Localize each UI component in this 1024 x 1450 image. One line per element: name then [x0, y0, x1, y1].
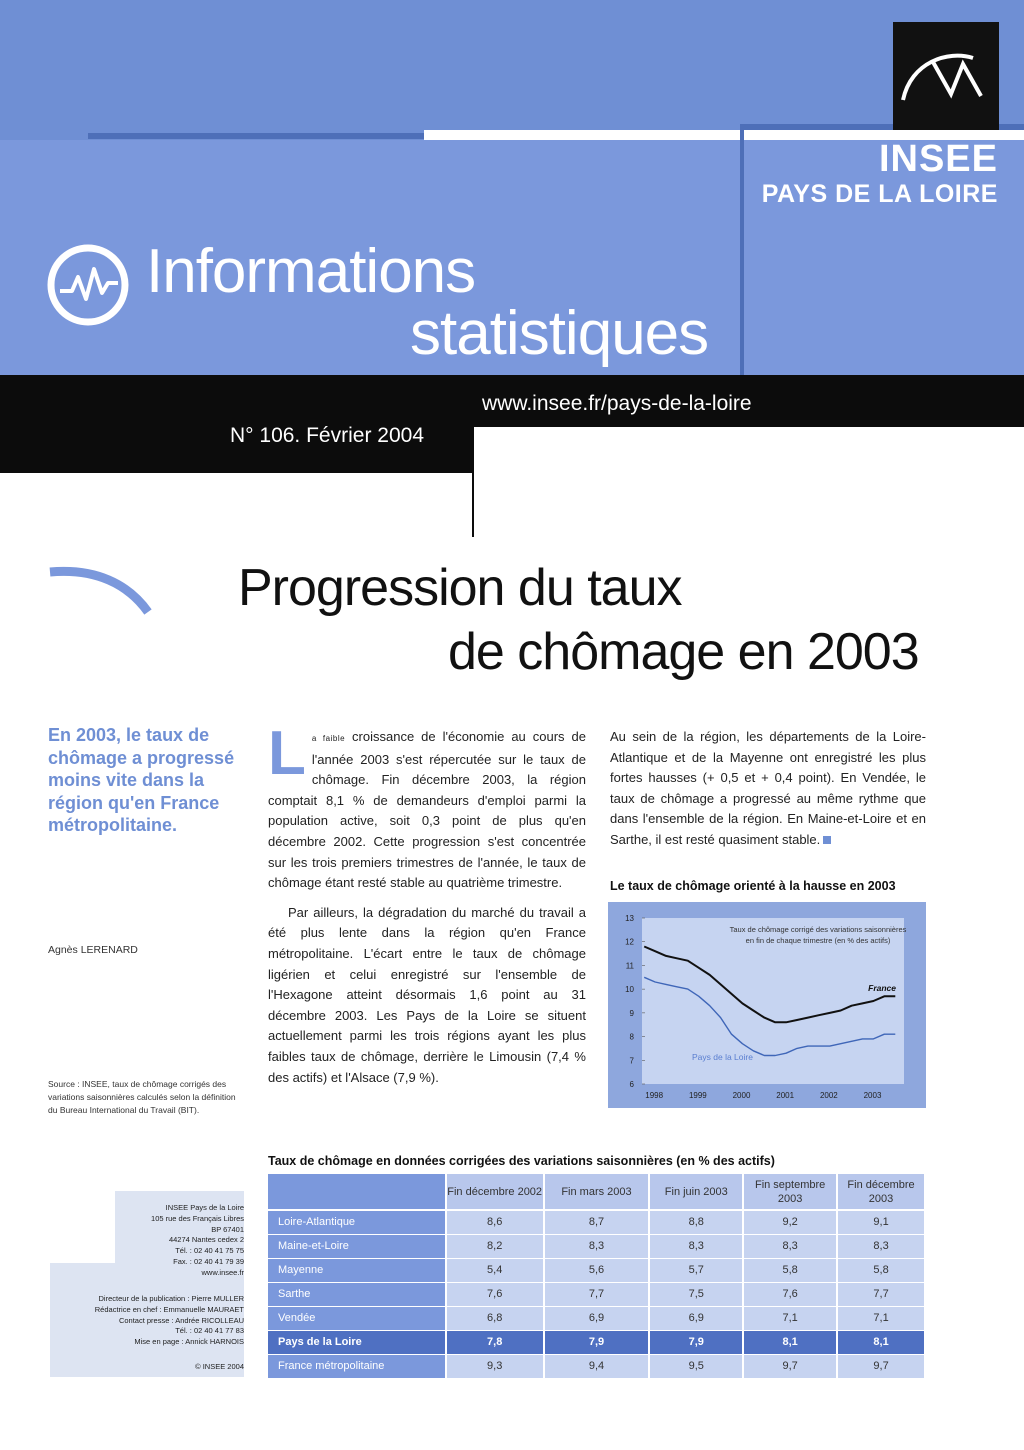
y-tick-label: 8: [629, 1032, 634, 1042]
source-note: Source : INSEE, taux de chômage corrigés des variations saisonnières calculés selon la définition du Bureau International du Travail (BIT).: [48, 1079, 236, 1115]
table-cell: 8,3: [743, 1234, 837, 1258]
copyright: © INSEE 2004: [195, 1362, 244, 1371]
website-url[interactable]: www.insee.fr/pays-de-la-loire: [482, 392, 752, 415]
col-header: Fin juin 2003: [649, 1174, 743, 1210]
table-cell: 9,5: [649, 1354, 743, 1378]
table-row: [268, 1234, 925, 1258]
address-line: www.insee.fr: [201, 1267, 244, 1277]
table-cell: 9,2: [743, 1210, 837, 1234]
credit-line: Mise en page : Annick HARNOIS: [134, 1337, 244, 1347]
unemployment-table: [268, 1174, 926, 1379]
article-column-1: [268, 719, 586, 1088]
col-header: Fin mars 2003: [544, 1174, 650, 1210]
insee-logo-mark-icon: [893, 22, 999, 130]
table-cell: 9,7: [837, 1354, 925, 1378]
table-row-region-total: [268, 1330, 925, 1354]
headline-line1: Progression du taux: [238, 559, 682, 617]
divider-line: [472, 427, 474, 537]
table-row: [268, 1210, 925, 1234]
table-cell: 9,4: [544, 1354, 650, 1378]
table-cell: 7,7: [837, 1282, 925, 1306]
row-label: Sarthe: [268, 1282, 446, 1306]
table-cell: 8,7: [544, 1210, 650, 1234]
paragraph-2: Par ailleurs, la dégradation du marché du travail a été plus lente dans la région qu'en France métropolitaine. L'écart entre le taux de chômage ligérien et celui enregistré sur l'ensemble de l'Hexagone atteint désormais 1,6 point au 31 décembre 2003. Les Pays de la Loire se situent actuellement parmi les trois régions ayant les plus faibles taux de chômage, derrière le Limousin (7,4 % des actifs) et l'Alsace (7,9 %).: [268, 904, 586, 1085]
headline-line2: de chômage en 2003: [448, 623, 919, 681]
table-title: Taux de chômage en données corrigées des variations saisonnières (en % des actifs): [268, 1154, 775, 1168]
table-cell: 7,7: [544, 1282, 650, 1306]
end-mark-icon: [823, 836, 831, 844]
x-tick-label: 2003: [863, 1091, 882, 1100]
table-cell: 7,8: [446, 1330, 544, 1354]
paragraph-3: Au sein de la région, les départements de la Loire-Atlantique et de la Mayenne ont enregistré les plus fortes hausses (+ 0,5 et + 0,4 point). En Vendée, le taux de chômage a progressé au même rythme que dans l'ensemble de la région. En Maine-et-Loire et en Sarthe, il est resté quasiment stable.: [610, 729, 926, 847]
row-label: Vendée: [268, 1306, 446, 1330]
table-cell: 8,8: [649, 1210, 743, 1234]
row-label: Pays de la Loire: [268, 1330, 446, 1354]
table-cell: 5,4: [446, 1258, 544, 1282]
row-label: Mayenne: [268, 1258, 446, 1282]
y-tick-label: 13: [625, 914, 634, 923]
address-line: 44274 Nantes cedex 2: [168, 1235, 244, 1245]
panel-edge: [740, 130, 744, 376]
table-cell: 6,8: [446, 1306, 544, 1330]
table-cell: 5,8: [837, 1258, 925, 1282]
y-tick-label: 7: [629, 1056, 634, 1066]
credit-line: Tél. : 02 40 41 77 83: [175, 1326, 244, 1336]
col-header: Fin septembre 2003: [743, 1174, 837, 1210]
table-cell: 8,2: [446, 1234, 544, 1258]
credits-block: [24, 1294, 244, 1348]
y-tick-label: 10: [625, 985, 634, 995]
small-caps-lead: a faible: [311, 734, 346, 743]
credit-line: Directeur de la publication : Pierre MULLER: [98, 1294, 244, 1303]
row-label: Maine-et-Loire: [268, 1234, 446, 1258]
y-tick-label: 12: [625, 937, 634, 947]
unemployment-chart: [608, 902, 926, 1108]
row-label: Loire-Atlantique: [268, 1210, 446, 1234]
chart-subtitle-line2: en fin de chaque trimestre (en % des actifs): [745, 936, 891, 945]
credit-line: Rédactrice en chef : Emmanuelle MAURAET: [94, 1304, 244, 1314]
paragraph-1: croissance de l'économie au cours de l'année 2003 s'est répercutée sur le taux de chômage. Fin décembre 2003, la région comptait 8,1 % de demandeurs d'emploi parmi la population active, soit 0,3 point de plus qu'en décembre 2002. Cette progression s'est concentrée sur les trois premiers trimestres de l'année, le taux de chômage étant resté stable au quatrième trimestre.: [268, 729, 586, 891]
table-header-row: [268, 1174, 925, 1210]
table-corner: [268, 1174, 446, 1210]
y-tick-label: 9: [629, 1008, 634, 1018]
chart-subtitle-line1: Taux de chômage corrigé des variations saisonnières: [729, 925, 907, 934]
publication-title-line1: Informations: [146, 237, 476, 306]
series-label-france: France: [868, 983, 896, 993]
insee-logo: [893, 22, 999, 130]
table-cell: 9,3: [446, 1354, 544, 1378]
header-panel-left: [0, 0, 424, 140]
statistics-circle-icon: [46, 243, 130, 327]
x-tick-label: 2000: [732, 1091, 751, 1100]
table-cell: 8,3: [649, 1234, 743, 1258]
table-cell: 9,7: [743, 1354, 837, 1378]
col-header: Fin décembre 2003: [837, 1174, 925, 1210]
y-tick-label: 6: [629, 1080, 634, 1089]
table-cell: 7,9: [544, 1330, 650, 1354]
brand-name: INSEE: [878, 138, 998, 180]
credit-line: Contact presse : Andrée RICOLLEAU: [118, 1315, 244, 1325]
drop-cap: L: [268, 719, 306, 788]
table-cell: 7,6: [446, 1282, 544, 1306]
table-row: [268, 1306, 925, 1330]
table-row: [268, 1354, 925, 1378]
y-tick-label: 11: [625, 961, 634, 971]
series-label-region: Pays de la Loire: [692, 1052, 753, 1062]
author: Agnès LERENARD: [48, 944, 138, 956]
panel-edge: [88, 133, 424, 139]
x-tick-label: 1999: [688, 1091, 707, 1100]
table-cell: 7,1: [837, 1306, 925, 1330]
article-column-2: [610, 727, 926, 851]
address-line: INSEE Pays de la Loire: [165, 1203, 244, 1212]
table-cell: 7,5: [649, 1282, 743, 1306]
table-cell: 8,3: [544, 1234, 650, 1258]
table-cell: 7,9: [649, 1330, 743, 1354]
address-block: [64, 1203, 244, 1279]
table-cell: 8,3: [837, 1234, 925, 1258]
decorative-arc-icon: [46, 560, 156, 620]
table-cell: 7,1: [743, 1306, 837, 1330]
x-tick-label: 1998: [645, 1091, 664, 1100]
brand-region: PAYS DE LA LOIRE: [761, 180, 998, 208]
chart-frame: [608, 902, 926, 1108]
table-cell: 6,9: [649, 1306, 743, 1330]
address-line: Tél. : 02 40 41 75 75: [175, 1246, 244, 1256]
table-cell: 8,6: [446, 1210, 544, 1234]
table-cell: 5,7: [649, 1258, 743, 1282]
table-cell: 6,9: [544, 1306, 650, 1330]
table-cell: 9,1: [837, 1210, 925, 1234]
x-tick-label: 2002: [819, 1091, 838, 1100]
address-line: Fax. : 02 40 41 79 39: [173, 1256, 244, 1266]
table-row: [268, 1258, 925, 1282]
row-label: France métropolitaine: [268, 1354, 446, 1378]
table-cell: 7,6: [743, 1282, 837, 1306]
table-row: [268, 1282, 925, 1306]
chart-title: Le taux de chômage orienté à la hausse en 2003: [610, 879, 896, 893]
table-cell: 8,1: [743, 1330, 837, 1354]
table-cell: 5,6: [544, 1258, 650, 1282]
table-cell: 5,8: [743, 1258, 837, 1282]
publication-title-line2: statistiques: [410, 299, 709, 368]
address-line: 105 rue des Français Libres: [151, 1213, 244, 1223]
x-tick-label: 2001: [776, 1091, 795, 1100]
table-cell: 8,1: [837, 1330, 925, 1354]
lead-summary: En 2003, le taux de chômage a progressé moins vite dans la région qu'en France métropolitaine.: [48, 725, 235, 835]
issue-number: N° 106. Février 2004: [230, 424, 424, 447]
address-line: BP 67401: [211, 1224, 244, 1234]
col-header: Fin décembre 2002: [446, 1174, 544, 1210]
